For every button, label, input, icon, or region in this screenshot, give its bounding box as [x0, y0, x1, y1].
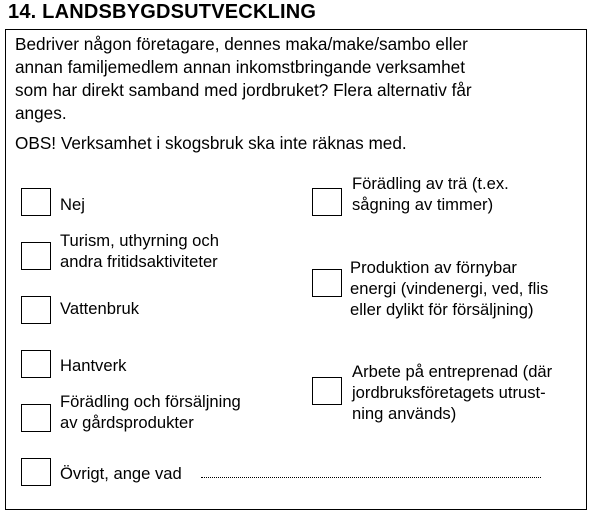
checkbox-vattenbruk[interactable]	[21, 296, 51, 324]
option-label-foradling-gard: Förädling och försäljning av gårdsprodukter	[60, 392, 241, 432]
checkbox-ovrigt[interactable]	[21, 458, 51, 486]
option-label-ovrigt: Övrigt, ange vad	[60, 464, 182, 483]
option-label-vattenbruk: Vattenbruk	[60, 299, 140, 318]
question-line: Bedriver någon företagare, dennes maka/make/sambo eller	[15, 34, 468, 54]
option-label-fornybar: Produktion av förnybar energi (vindenergi, ved, flis eller dylikt för försäljning)	[350, 258, 549, 319]
question-note: OBS! Verksamhet i skogsbruk ska inte räknas med.	[15, 133, 407, 153]
checkbox-turism[interactable]	[21, 242, 51, 270]
checkbox-entreprenad[interactable]	[312, 377, 342, 405]
checkbox-nej[interactable]	[21, 188, 51, 216]
question-line: annan familjemedlem annan inkomstbringande verksamhet	[15, 57, 465, 77]
option-label-hantverk: Hantverk	[60, 356, 127, 375]
question-line: anges.	[15, 103, 67, 123]
option-label-nej: Nej	[60, 195, 85, 214]
option-label-foradling-tra: Förädling av trä (t.ex. sågning av timmer)	[352, 174, 509, 214]
checkbox-foradling-gard[interactable]	[21, 404, 51, 432]
ovrigt-answer-line[interactable]	[201, 477, 541, 478]
checkbox-hantverk[interactable]	[21, 350, 51, 378]
option-label-turism: Turism, uthyrning och andra fritidsaktiviteter	[60, 231, 219, 271]
option-label-entreprenad: Arbete på entreprenad (där jordbruksföretagets utrust- ning används)	[352, 362, 553, 423]
question-text	[15, 33, 575, 125]
section-title: 14. LANDSBYGDSUTVECKLING	[8, 1, 317, 23]
checkbox-fornybar[interactable]	[312, 269, 342, 297]
checkbox-foradling-tra[interactable]	[312, 188, 342, 216]
question-line: som har direkt samband med jordbruket? Flera alternativ får	[15, 80, 472, 100]
